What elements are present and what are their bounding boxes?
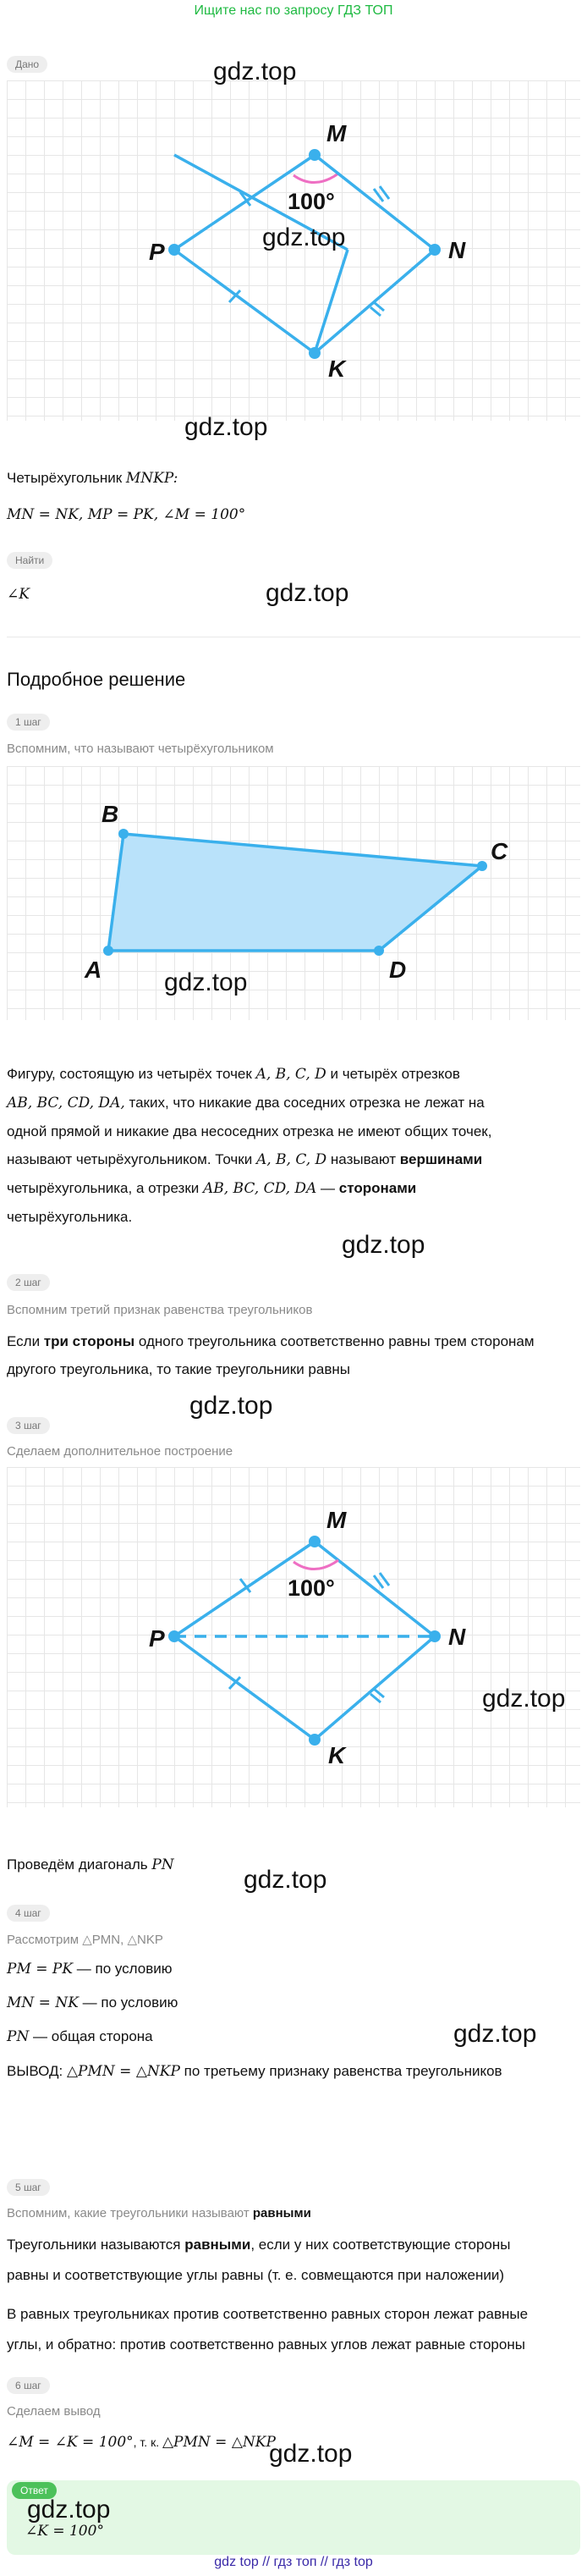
vertex-d <box>374 946 384 956</box>
watermark: gdz.top <box>164 968 248 996</box>
watermark: gdz.top <box>266 579 349 607</box>
label-a: A <box>85 957 102 983</box>
step1-definition: Фигуру, состоящую из четырёх точек A, B, C, D и четырёх отрезков AB, BC, CD, DA, таких, что никакие два соседних отрезка не лежат на одной прямой и никакие два несоседних отрезка не имеют общих точек, называют четырёхугольником. Точки A, B, C, D называют вершинами четырёхугольника, а отрезки AB, BC, CD, DA — сторонами четырёхугольника. <box>7 1066 492 1225</box>
quad-abcd <box>108 834 482 951</box>
watermark: gdz.top <box>244 1866 327 1894</box>
label-m: M <box>326 120 347 146</box>
step6-conclusion: ∠M = ∠K = 100°, т. к. △PMN = △NKP <box>7 2434 276 2451</box>
find-value: ∠K <box>7 586 30 603</box>
watermark: gdz.top <box>453 2020 537 2048</box>
label-c: C <box>491 838 508 864</box>
step4-tag: 4 шаг <box>7 1905 50 1922</box>
given-tag: Дано <box>7 56 47 73</box>
svg-text:N: N <box>448 1624 466 1650</box>
step4-caption: Рассмотрим △PMN, △NKP <box>7 1933 163 1947</box>
watermark: gdz.top <box>269 2440 353 2468</box>
label-d: D <box>389 957 407 983</box>
step5-caption: Вспомним, какие треугольники называют равными <box>7 2206 311 2220</box>
step2-caption: Вспомним третий признак равенства треугольников <box>7 1303 313 1317</box>
watermark: gdz.top <box>262 223 346 251</box>
label-b: B <box>101 801 119 827</box>
step2-tag: 2 шаг <box>7 1274 50 1291</box>
label-p: P <box>149 239 165 265</box>
vertex-b <box>118 829 129 839</box>
step6-tag: 6 шаг <box>7 2377 50 2394</box>
step5-tag: 5 шаг <box>7 2179 50 2196</box>
watermark: gdz.top <box>189 1392 273 1420</box>
step3-tag: 3 шаг <box>7 1417 50 1434</box>
step3-caption: Сделаем дополнительное построение <box>7 1444 233 1459</box>
step6-caption: Сделаем вывод <box>7 2404 101 2419</box>
watermark: gdz.top <box>27 2496 111 2524</box>
vertex-a <box>103 946 113 956</box>
construction-figure <box>7 1467 580 1807</box>
step1-caption: Вспомним, что называют четырёхугольником <box>7 742 274 756</box>
side-kp <box>174 250 315 353</box>
label-n: N <box>448 237 466 263</box>
quadrilateral-figure <box>7 766 580 1020</box>
step3-text: Проведём диагональ PN <box>7 1856 174 1873</box>
footer-links[interactable]: gdz top // гдз топ // гдз top <box>214 2555 373 2569</box>
svg-text:M: M <box>326 1507 347 1533</box>
step1-tag: 1 шаг <box>7 714 50 731</box>
step5-definition: Треугольники называются равными, если у них соответствующие стороны равны и соответствующие углы равны (т. е. совмещаются при наложении) В равных треугольниках против соответственно равных сторон лежат равные углы, и обратно: против соответственно равных углов лежат равные стороны <box>7 2237 529 2353</box>
watermark: gdz.top <box>213 58 297 85</box>
svg-text:K: K <box>328 1742 346 1768</box>
step2-theorem: Если три стороны одного треугольника соответственно равны трем сторонам другого треугольника, то такие треугольники равны <box>7 1333 535 1377</box>
svg-text:100°: 100° <box>288 1575 335 1601</box>
label-k: K <box>328 356 346 382</box>
solution-title: Подробное решение <box>7 669 186 690</box>
answer-tag: Ответ <box>12 2482 57 2499</box>
step4-proof: PM = PK — по условию MN = NK — по условию PN — общая сторона ВЫВОД: △PMN = △NKP по третьему признаку равенства треугольников <box>7 1961 502 2080</box>
svg-text:P: P <box>149 1625 165 1652</box>
search-banner[interactable]: Ищите нас по запросу ГДЗ ТОП <box>194 3 393 18</box>
watermark: gdz.top <box>482 1685 566 1713</box>
watermark: gdz.top <box>342 1231 425 1259</box>
watermark: gdz.top <box>184 413 268 441</box>
vertex-p <box>168 244 180 256</box>
given-conditions: MN = NK, MP = PK, ∠M = 100° <box>7 506 246 523</box>
angle-label: 100° <box>288 189 335 214</box>
given-quad: Четырёхугольник MNKP: <box>7 470 178 487</box>
vertex-c <box>477 861 487 871</box>
angle-arc <box>294 174 338 183</box>
answer-value: ∠K = 100° <box>25 2523 104 2540</box>
find-tag: Найти <box>7 552 52 569</box>
